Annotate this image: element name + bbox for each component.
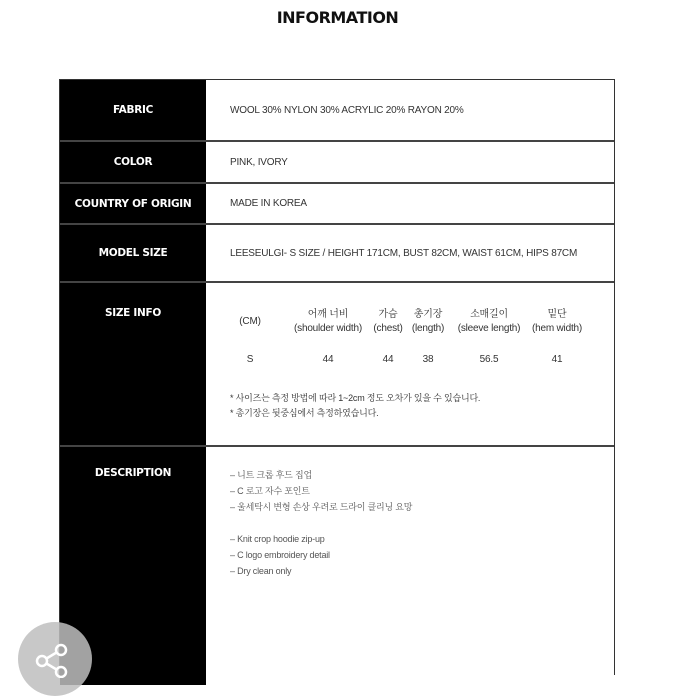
size-notes [230,391,480,421]
size-col-shoulder: 어깨 너비 (shoulder width) [294,309,362,334]
description-line-en: – C logo embroidery detail [230,550,330,560]
description-line: – 니트 크롭 후드 집업 [230,470,312,480]
description-line-en: – Dry clean only [230,566,292,576]
size-unit: (CM) [239,316,261,327]
size-col-length: 총기장 (length) [411,309,445,334]
fabric-label: FABRIC [60,80,206,140]
row-description [60,445,614,685]
size-value-hem: 41 [551,354,563,365]
size-note: * 사이즈는 측정 방법에 따라 1~2cm 정도 오차가 있을 수 있습니다. [230,393,481,403]
size-col-chest: 가슴 (chest) [373,309,403,334]
share-icon [34,642,70,678]
fabric-value: WOOL 30% NYLON 30% ACRYLIC 20% RAYON 20% [230,104,464,116]
size-col-hem: 밑단 (hem width) [531,309,583,334]
origin-value: MADE IN KOREA [230,198,307,209]
model-size-value: LEESEULGI- S SIZE / HEIGHT 171CM, BUST 82CM, WAIST 61CM, HIPS 87CM [230,247,578,259]
share-button[interactable] [18,622,92,696]
description-content [206,447,614,685]
size-info-content [206,283,614,445]
size-value-shoulder: 44 [322,354,334,365]
origin-label: COUNTRY OF ORIGIN [60,184,206,223]
row-color [60,140,614,182]
description-line: – 울세탁시 변형 손상 우려로 드라이 클리닝 요망 [230,502,413,512]
row-fabric [60,80,614,140]
color-value: PINK, IVORY [230,156,288,168]
row-model-size [60,223,614,281]
description-line: – C 로고 자수 포인트 [230,486,310,496]
size-col-sleeve: 소매길이 (sleeve length) [457,309,521,334]
size-note: * 총기장은 뒷중심에서 측정하였습니다. [230,408,379,418]
row-origin [60,182,614,223]
row-size-info [60,281,614,445]
description-line-en: – Knit crop hoodie zip-up [230,534,325,544]
model-size-label: MODEL SIZE [60,225,206,281]
info-table [59,79,615,675]
size-row-label: S [246,354,254,365]
size-value-chest: 44 [382,354,394,365]
page-title: INFORMATION [276,8,399,27]
size-info-label: SIZE INFO [60,283,206,445]
size-value-sleeve: 56.5 [479,354,499,365]
color-label: COLOR [60,142,206,182]
description-list [230,467,412,579]
size-value-length: 38 [422,354,434,365]
description-label: DESCRIPTION [60,447,206,685]
